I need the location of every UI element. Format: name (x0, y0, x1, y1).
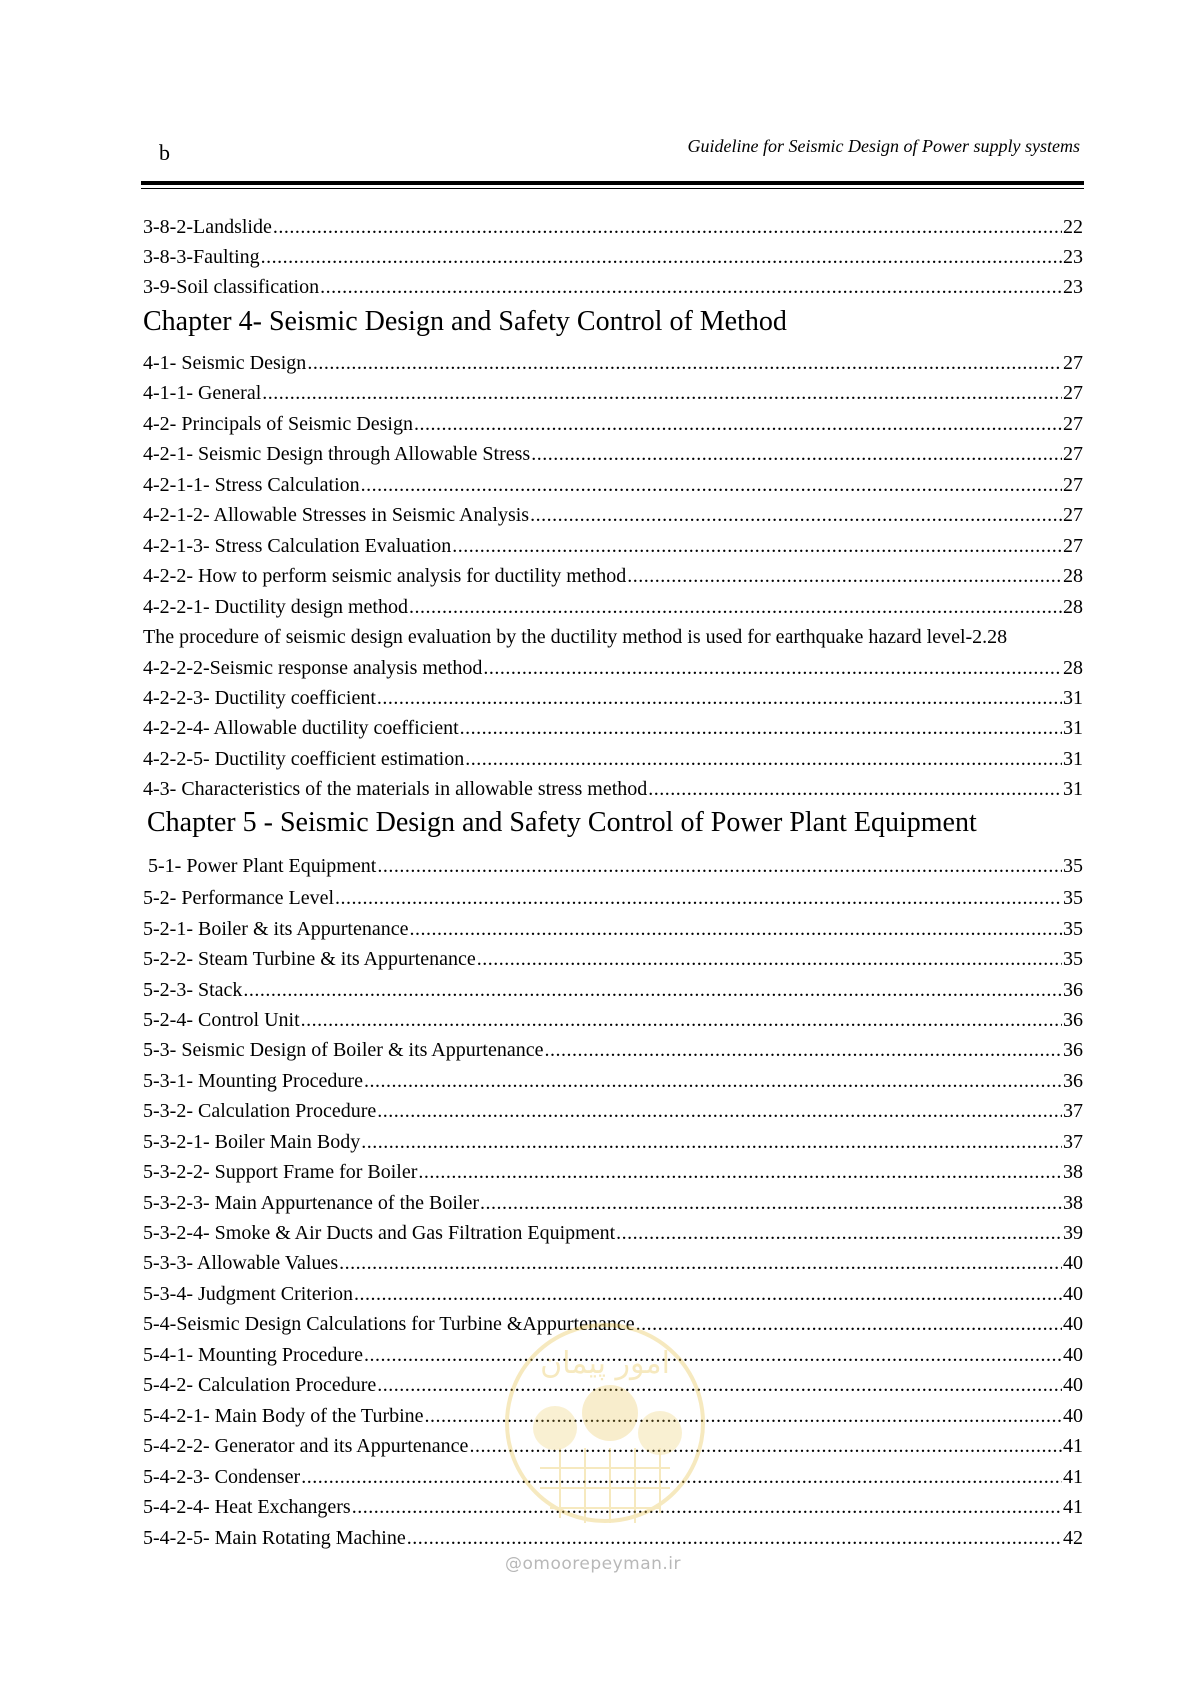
toc-entry-page: 27 (1063, 443, 1083, 465)
toc-entry-page: 36 (1063, 1009, 1083, 1031)
toc-entry-page: 41 (1063, 1435, 1083, 1457)
toc-entry-label: 4-2-2- How to perform seismic analysis for ductility method (143, 565, 627, 587)
toc-entry-page: 28 (1063, 565, 1083, 587)
toc-entry[interactable] (143, 215, 1083, 239)
toc-entry-label: 5-3-2-4- Smoke & Air Ducts and Gas Filtration Equipment (143, 1222, 616, 1244)
toc-entry-label: The procedure of seismic design evaluation by the ductility method is used for earthquake hazard level-2.28 (143, 626, 1008, 648)
toc-entry[interactable] (143, 351, 1083, 375)
toc-entry-label: 5-3-4- Judgment Criterion (143, 1283, 353, 1305)
toc-entry-page: 35 (1063, 855, 1083, 877)
toc-entry-page: 41 (1063, 1466, 1083, 1488)
toc-entry-label: 5-1- Power Plant Equipment (148, 855, 377, 877)
toc-entry-page: 36 (1063, 1039, 1083, 1061)
toc-entry-label: 4-1-1- General (143, 382, 262, 404)
toc-entry[interactable] (143, 473, 1083, 497)
toc-entry-label: 5-3-2-1- Boiler Main Body (143, 1131, 361, 1153)
leader-dots (530, 503, 1062, 527)
leader-dots (531, 442, 1062, 466)
toc-entry-label: 5-4-2-5- Main Rotating Machine (143, 1527, 406, 1549)
leader-dots (544, 1038, 1062, 1062)
running-title: Guideline for Seismic Design of Power supply systems (687, 136, 1080, 156)
toc-entry[interactable] (143, 1251, 1083, 1275)
leader-dots (377, 854, 1062, 878)
toc-entry-page: 38 (1063, 1192, 1083, 1214)
toc-entry-label: 5-4-Seismic Design Calculations for Turbine &Appurtenance (143, 1313, 635, 1335)
chapter-5-heading[interactable]: Chapter 5 - Seismic Design and Safety Control of Power Plant Equipment (147, 807, 977, 838)
toc-entry-page: 23 (1063, 246, 1083, 268)
toc-entry[interactable] (143, 686, 1083, 710)
toc-entry[interactable] (143, 625, 1083, 649)
toc-entry-label: 4-2-2-1- Ductility design method (143, 596, 408, 618)
leader-dots (648, 777, 1062, 801)
toc-entry-label: 5-3-3- Allowable Values (143, 1252, 339, 1274)
toc-entry-label: 4-2-1-3- Stress Calculation Evaluation (143, 535, 452, 557)
toc-entry[interactable] (143, 503, 1083, 527)
toc-entry-label: 5-4-2-2- Generator and its Appurtenance (143, 1435, 469, 1457)
toc-entry[interactable] (143, 442, 1083, 466)
leader-dots (307, 351, 1062, 375)
toc-entry-label: 3-8-2-Landslide (143, 216, 272, 238)
toc-entry-label: 4-2-1-2- Allowable Stresses in Seismic Analysis (143, 504, 530, 526)
toc-entry-page: 31 (1063, 778, 1083, 800)
leader-dots (335, 886, 1062, 910)
leader-dots (320, 275, 1062, 299)
toc-entry-page: 35 (1063, 948, 1083, 970)
leader-dots (414, 412, 1062, 436)
toc-entry-page: 36 (1063, 979, 1083, 1001)
toc-entry[interactable] (143, 716, 1083, 740)
toc-entry[interactable] (143, 275, 1083, 299)
toc-entry-page: 27 (1063, 504, 1083, 526)
toc-entry-page: 36 (1063, 1070, 1083, 1092)
leader-dots (377, 1099, 1062, 1123)
toc-entry[interactable] (143, 1282, 1083, 1306)
header-rule-thick (141, 181, 1084, 185)
toc-entry-label: 5-3-2-3- Main Appurtenance of the Boiler (143, 1192, 480, 1214)
toc-entry-page: 27 (1063, 352, 1083, 374)
toc-entry-page: 23 (1063, 276, 1083, 298)
toc-entry-label: 5-2-3- Stack (143, 979, 243, 1001)
toc-entry-page: 40 (1063, 1374, 1083, 1396)
toc-entry[interactable] (143, 245, 1083, 269)
toc-entry[interactable] (143, 381, 1083, 405)
leader-dots (364, 1069, 1062, 1093)
leader-dots (273, 215, 1062, 239)
toc-entry-page: 37 (1063, 1100, 1083, 1122)
leader-dots (460, 716, 1062, 740)
toc-entry[interactable] (143, 564, 1083, 588)
leader-dots (364, 1343, 1062, 1367)
toc-entry-label: 5-2-1- Boiler & its Appurtenance (143, 918, 409, 940)
toc-entry-page: 40 (1063, 1313, 1083, 1335)
leader-dots (410, 917, 1063, 941)
toc-entry-label: 5-4-2- Calculation Procedure (143, 1374, 377, 1396)
toc-entry[interactable] (143, 1130, 1083, 1154)
toc-entry-page: 39 (1063, 1222, 1083, 1244)
toc-entry-label: 5-2-4- Control Unit (143, 1009, 300, 1031)
toc-entry-page: 40 (1063, 1344, 1083, 1366)
toc-entry-page: 31 (1063, 748, 1083, 770)
leader-dots (452, 534, 1062, 558)
toc-entry[interactable] (143, 412, 1083, 436)
seal-text: امور پیمان (540, 1346, 670, 1381)
toc-entry-page: 40 (1063, 1252, 1083, 1274)
leader-dots (480, 1191, 1062, 1215)
toc-entry[interactable] (143, 917, 1083, 941)
chapter-4-heading[interactable]: Chapter 4- Seismic Design and Safety Control of Method (143, 306, 787, 337)
leader-dots (418, 1160, 1062, 1184)
toc-entry[interactable] (143, 747, 1083, 771)
toc-entry-label: 5-3-2- Calculation Procedure (143, 1100, 377, 1122)
toc-entry-label: 4-2-2-5- Ductility coefficient estimation (143, 748, 465, 770)
toc-entry-label: 4-2-2-4- Allowable ductility coefficient (143, 717, 459, 739)
leader-dots (483, 656, 1062, 680)
toc-entry-page: 28 (1063, 596, 1083, 618)
watermark-seal-icon (500, 1318, 710, 1548)
toc-entry-page: 41 (1063, 1496, 1083, 1518)
toc-entry-page: 28 (1063, 657, 1083, 679)
toc-entry-page: 31 (1063, 687, 1083, 709)
leader-dots (409, 595, 1062, 619)
toc-entry[interactable] (143, 777, 1083, 801)
toc-entry-label: 5-4-2-1- Main Body of the Turbine (143, 1405, 424, 1427)
toc-entry[interactable] (143, 656, 1083, 680)
watermark-url: @omoorepeyman.ir (505, 1554, 682, 1574)
leader-dots (354, 1282, 1062, 1306)
toc-entry[interactable] (143, 595, 1083, 619)
toc-entry-label: 4-2- Principals of Seismic Design (143, 413, 413, 435)
toc-entry-page: 37 (1063, 1131, 1083, 1153)
page-letter: b (159, 140, 170, 165)
toc-entry[interactable] (143, 1160, 1083, 1184)
toc-entry-page: 35 (1063, 887, 1083, 909)
toc-entry[interactable] (143, 1191, 1083, 1215)
leader-dots (361, 473, 1062, 497)
leader-dots (339, 1251, 1062, 1275)
toc-entry-page: 38 (1063, 1161, 1083, 1183)
leader-dots (243, 978, 1062, 1002)
leader-dots (616, 1221, 1062, 1245)
toc-entry-page: 42 (1063, 1527, 1083, 1549)
toc-entry[interactable] (143, 978, 1083, 1002)
toc-entry-label: 5-2- Performance Level (143, 887, 335, 909)
toc-entry[interactable] (143, 1099, 1083, 1123)
leader-dots (627, 564, 1062, 588)
leader-dots (261, 245, 1062, 269)
toc-entry-label: 3-9-Soil classification (143, 276, 320, 298)
toc-entry-label: 5-3- Seismic Design of Boiler & its Appurtenance (143, 1039, 544, 1061)
toc-entry-page: 22 (1063, 216, 1083, 238)
toc-entry-label: 5-4-2-4- Heat Exchangers (143, 1496, 351, 1518)
leader-dots (377, 686, 1062, 710)
toc-entry[interactable] (143, 1069, 1083, 1093)
toc-entry-label: 4-1- Seismic Design (143, 352, 307, 374)
toc-entry-label: 5-4-2-3- Condenser (143, 1466, 301, 1488)
toc-entry-label: 3-8-3-Faulting (143, 246, 260, 268)
toc-entry-label: 5-3-1- Mounting Procedure (143, 1070, 363, 1092)
leader-dots (377, 1373, 1062, 1397)
toc-entry[interactable] (148, 854, 1083, 878)
toc-entry-page: 40 (1063, 1405, 1083, 1427)
leader-dots (465, 747, 1062, 771)
toc-entry-page: 27 (1063, 535, 1083, 557)
toc-entry-label: 5-4-1- Mounting Procedure (143, 1344, 363, 1366)
toc-entry-page: 35 (1063, 918, 1083, 940)
toc-entry-page: 27 (1063, 382, 1083, 404)
toc-entry-label: 5-3-2-2- Support Frame for Boiler (143, 1161, 418, 1183)
leader-dots (361, 1130, 1062, 1154)
toc-entry[interactable] (143, 886, 1083, 910)
toc-entry[interactable] (143, 534, 1083, 558)
toc-entry[interactable] (143, 1221, 1083, 1245)
toc-entry-page: 31 (1063, 717, 1083, 739)
toc-entry-label: 4-2-2-3- Ductility coefficient (143, 687, 376, 709)
toc-entry-page: 27 (1063, 474, 1083, 496)
header-rule-thin (141, 188, 1084, 189)
toc-entry-label: 5-2-2- Steam Turbine & its Appurtenance (143, 948, 476, 970)
toc-entry-label: 4-2-1-1- Stress Calculation (143, 474, 360, 496)
toc-entry[interactable] (143, 1008, 1083, 1032)
toc-entry-page: 27 (1063, 413, 1083, 435)
toc-entry-label: 4-3- Characteristics of the materials in allowable stress method (143, 778, 648, 800)
toc-entry-label: 4-2-1- Seismic Design through Allowable Stress (143, 443, 531, 465)
leader-dots (262, 381, 1062, 405)
toc-entry-label: 4-2-2-2-Seismic response analysis method (143, 657, 483, 679)
leader-dots (301, 1008, 1062, 1032)
toc-entry-page: 40 (1063, 1283, 1083, 1305)
toc-entry[interactable] (143, 1038, 1083, 1062)
toc-entry[interactable] (143, 947, 1083, 971)
leader-dots (477, 947, 1062, 971)
